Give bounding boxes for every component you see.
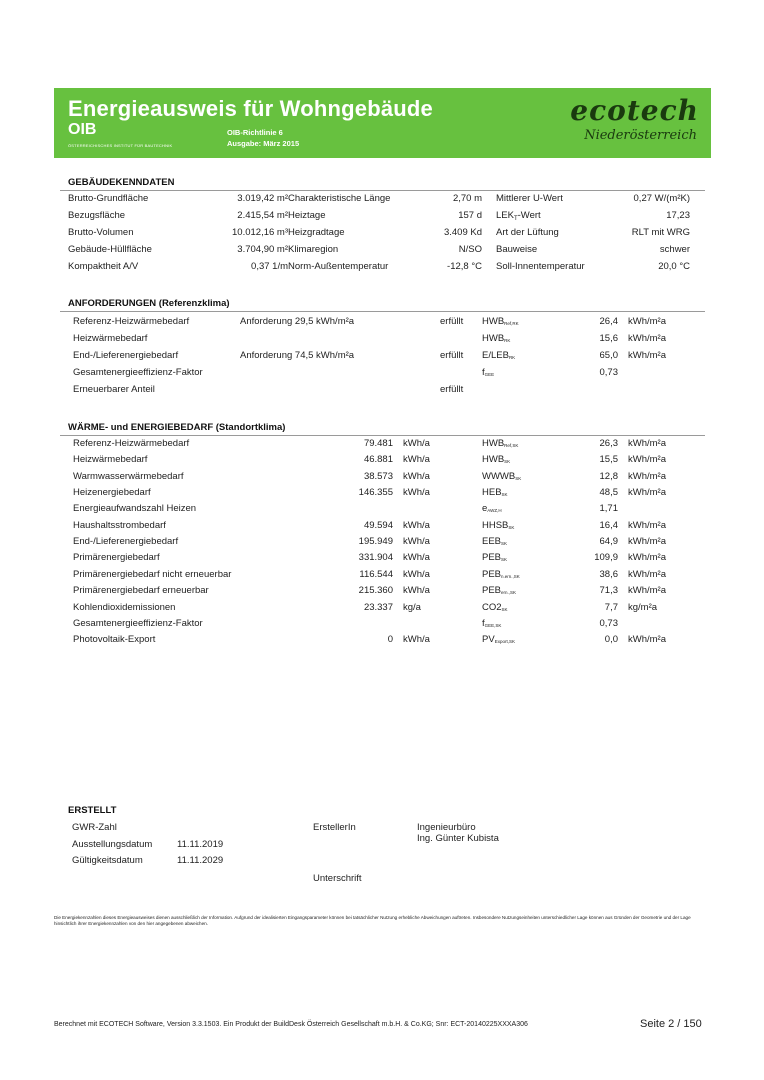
symbol-main: f bbox=[482, 617, 485, 629]
symbol-main: HWB bbox=[482, 438, 505, 449]
symbol-main: PEB bbox=[482, 552, 502, 564]
bedarf-label: Primärenergiebedarf bbox=[73, 552, 160, 564]
kenndaten-value: 10.012,16 m³ bbox=[232, 227, 288, 238]
bedarf-absolute: 146.355 bbox=[358, 487, 393, 499]
bedarf-row bbox=[73, 471, 698, 485]
bedarf-unit: kWh/m²a bbox=[628, 470, 666, 482]
bedarf-value: 7,7 bbox=[604, 601, 618, 613]
bedarf-value: 48,5 bbox=[599, 487, 618, 499]
bedarf-value: 12,8 bbox=[599, 470, 618, 482]
bedarf-absolute: 116.544 bbox=[359, 568, 393, 580]
bedarf-label: Warmwasserwärmebedarf bbox=[73, 470, 184, 482]
kenndaten-label: Charakteristische Länge bbox=[288, 193, 391, 204]
page-number: Seite 2 / 150 bbox=[640, 1018, 702, 1030]
symbol-subscript: SK bbox=[501, 557, 508, 563]
anforderung-symbol bbox=[482, 333, 510, 344]
divider bbox=[60, 190, 705, 191]
bedarf-symbol bbox=[482, 536, 507, 547]
symbol-subscript: SK bbox=[515, 475, 522, 481]
ersteller-label: ErstellerIn bbox=[313, 822, 356, 833]
bedarf-unit: kWh/m²a bbox=[628, 519, 666, 531]
bedarf-absolute: 215.360 bbox=[358, 585, 393, 597]
kenndaten-value: 2.415,54 m² bbox=[237, 210, 288, 221]
ausgabe-label: Ausgabe: März 2015 bbox=[227, 139, 300, 148]
bedarf-unit: kg/m²a bbox=[628, 601, 658, 613]
bedarf-symbol bbox=[482, 503, 502, 514]
section-title-anforderungen: ANFORDERUNGEN (Referenzklima) bbox=[68, 298, 230, 309]
bedarf-absolute-unit: kg/a bbox=[403, 601, 421, 613]
section-title-erstellt: ERSTELLT bbox=[68, 805, 117, 816]
bedarf-value: 64,9 bbox=[599, 536, 618, 548]
kenndaten-label: Heizgradtage bbox=[288, 227, 345, 238]
anforderung-row bbox=[73, 350, 698, 364]
bedarf-row bbox=[73, 536, 698, 550]
bedarf-unit: kWh/m²a bbox=[628, 568, 666, 580]
bedarf-label: Photovoltaik-Export bbox=[73, 634, 156, 646]
symbol-main: HEB bbox=[482, 487, 502, 499]
kenndaten-label: Kompaktheit A/V bbox=[68, 261, 139, 272]
kenndaten-value: 0,37 1/m bbox=[251, 261, 288, 272]
bedarf-row bbox=[73, 569, 698, 583]
symbol-main: EEB bbox=[482, 536, 502, 548]
bedarf-value: 71,3 bbox=[599, 585, 618, 597]
kenndaten-label: Brutto-Volumen bbox=[68, 227, 134, 238]
bedarf-unit: kWh/m²a bbox=[628, 454, 666, 466]
bedarf-absolute-unit: kWh/a bbox=[403, 585, 430, 597]
bedarf-absolute-unit: kWh/a bbox=[403, 519, 430, 531]
anforderung-unit: kWh/m²a bbox=[628, 333, 666, 344]
bedarf-absolute: 331.904 bbox=[358, 552, 393, 564]
anforderung-symbol bbox=[482, 316, 519, 327]
kenndaten-label: Art der Lüftung bbox=[496, 227, 559, 238]
bedarf-value: 38,6 bbox=[599, 568, 618, 580]
symbol-subscript: AWZ,H bbox=[487, 508, 502, 514]
symbol-subscript: Export,SK bbox=[494, 639, 515, 645]
kenndaten-value: RLT mit WRG bbox=[631, 227, 690, 238]
bedarf-symbol bbox=[482, 520, 514, 531]
bedarf-absolute-unit: kWh/a bbox=[403, 634, 430, 646]
bedarf-symbol bbox=[482, 634, 515, 645]
symbol-main: PV bbox=[482, 634, 495, 646]
anforderung-value: 15,6 bbox=[599, 333, 618, 344]
kenndaten-label: Mittlerer U-Wert bbox=[496, 193, 563, 204]
symbol-main: PEB bbox=[482, 585, 502, 597]
anforderung-status: erfüllt bbox=[440, 384, 464, 395]
bedarf-symbol bbox=[482, 487, 508, 498]
ausstellung-label: Ausstellungsdatum bbox=[72, 839, 153, 850]
bedarf-absolute: 38.573 bbox=[363, 470, 393, 482]
bedarf-absolute-unit: kWh/a bbox=[403, 536, 430, 548]
bedarf-absolute: 23.337 bbox=[363, 601, 393, 613]
bedarf-label: Energieaufwandszahl Heizen bbox=[73, 503, 197, 515]
anforderung-value: 65,0 bbox=[599, 350, 618, 361]
kenndaten-label: Norm-Außentemperatur bbox=[288, 261, 389, 272]
bedarf-absolute: 46.881 bbox=[363, 454, 393, 466]
kenndaten-label: Bauweise bbox=[496, 244, 538, 255]
symbol-main: HHSB bbox=[482, 519, 509, 531]
bedarf-absolute-unit: kWh/a bbox=[403, 454, 430, 466]
bedarf-absolute: 195.949 bbox=[358, 536, 393, 548]
kenndaten-label: Klimaregion bbox=[288, 244, 339, 255]
bedarf-value: 26,3 bbox=[599, 438, 618, 449]
symbol-main: PEB bbox=[482, 568, 502, 580]
symbol-subscript: RK bbox=[508, 355, 516, 360]
kenndaten-value: 0,27 W/(m²K) bbox=[633, 193, 690, 204]
kenndaten-label: Heiztage bbox=[288, 210, 326, 221]
symbol-subscript: Ref,SK bbox=[504, 443, 519, 448]
bedarf-label: Primärenergiebedarf nicht erneuerbar bbox=[73, 568, 232, 580]
symbol-subscript: GEE bbox=[484, 372, 495, 377]
kenndaten-row bbox=[68, 261, 693, 275]
symbol-subscript: ern.,SK bbox=[501, 590, 517, 596]
anforderung-unit: kWh/m²a bbox=[628, 350, 666, 361]
kenndaten-row bbox=[68, 193, 693, 207]
bedarf-label: Heizwärmebedarf bbox=[73, 454, 148, 466]
bedarf-absolute-unit: kWh/a bbox=[403, 470, 430, 482]
bedarf-absolute: 79.481 bbox=[363, 438, 393, 449]
gueltig-label: Gültigkeitsdatum bbox=[72, 855, 143, 866]
bedarf-label: End-/Lieferenergiebedarf bbox=[73, 536, 179, 548]
unterschrift-label: Unterschrift bbox=[313, 873, 362, 884]
section-title-bedarf: WÄRME- und ENERGIEBEDARF (Standortklima) bbox=[68, 422, 286, 433]
kenndaten-value: -12,8 °C bbox=[447, 261, 482, 272]
bedarf-label: Heizenergiebedarf bbox=[73, 487, 151, 499]
kenndaten-row bbox=[68, 227, 693, 241]
footer-software-note: Berechnet mit ECOTECH Software, Version 3.3.1503. Ein Produkt der BuildDesk Österreich Gesellschaft m.b.H. & Co.KG; Snr: ECT-20140225XXXA306 bbox=[54, 1021, 528, 1028]
anforderung-symbol bbox=[482, 367, 494, 378]
anforderung-status: erfüllt bbox=[440, 350, 464, 361]
anforderung-value: 0,73 bbox=[599, 367, 618, 378]
bedarf-row bbox=[73, 634, 698, 648]
logo-region: Niederösterreich bbox=[584, 128, 697, 143]
bedarf-unit: kWh/m²a bbox=[628, 552, 666, 564]
divider bbox=[60, 311, 705, 312]
kenndaten-value: 20,0 °C bbox=[658, 261, 690, 272]
richtlinie-label: OIB-Richtlinie 6 bbox=[227, 128, 283, 137]
symbol-main: HWB bbox=[482, 454, 505, 466]
symbol-main: f bbox=[482, 367, 485, 378]
bedarf-label: Gesamtenergieeffizienz-Faktor bbox=[73, 617, 203, 629]
bedarf-unit: kWh/m²a bbox=[628, 536, 666, 548]
bedarf-unit: kWh/m²a bbox=[628, 438, 666, 449]
bedarf-row bbox=[73, 602, 698, 616]
oib-label: OIB bbox=[68, 121, 97, 138]
anforderung-symbol bbox=[482, 350, 515, 361]
symbol-subscript: SK bbox=[501, 492, 508, 498]
anforderung-requirement: Anforderung 74,5 kWh/m²a bbox=[240, 350, 355, 361]
kenndaten-label: Bezugsfläche bbox=[68, 210, 126, 221]
anforderung-label: End-/Lieferenergiebedarf bbox=[73, 350, 179, 361]
gueltig-value: 11.11.2029 bbox=[177, 855, 224, 866]
bedarf-value: 15,5 bbox=[599, 454, 618, 466]
ersteller-name-line1: Ingenieurbüro bbox=[417, 822, 476, 833]
kenndaten-label: $LEK_T$-Wert bbox=[496, 210, 541, 222]
bedarf-unit: kWh/m²a bbox=[628, 634, 666, 646]
bedarf-symbol bbox=[482, 438, 518, 449]
kenndaten-label: Soll-Innentemperatur bbox=[496, 261, 585, 272]
bedarf-label: Referenz-Heizwärmebedarf bbox=[73, 438, 190, 449]
header-banner bbox=[54, 88, 711, 158]
divider bbox=[60, 435, 705, 436]
kenndaten-value: 3.019,42 m² bbox=[237, 193, 288, 204]
anforderung-row bbox=[73, 316, 698, 330]
bedarf-symbol bbox=[482, 618, 501, 629]
symbol-subscript: RK bbox=[504, 338, 511, 343]
bedarf-row bbox=[73, 487, 698, 501]
bedarf-row bbox=[73, 552, 698, 566]
kenndaten-value: 17,23 bbox=[666, 210, 690, 221]
bedarf-value: 0,73 bbox=[599, 617, 618, 629]
kenndaten-value: 2,70 m bbox=[452, 193, 482, 204]
kenndaten-label: Gebäude-Hüllfläche bbox=[68, 244, 152, 255]
kenndaten-value: N/SO bbox=[458, 244, 482, 255]
ausstellung-value: 11.11.2019 bbox=[177, 839, 224, 850]
logo-brand: ecotech bbox=[570, 94, 699, 127]
anforderung-status: erfüllt bbox=[440, 316, 464, 327]
bedarf-absolute-unit: kWh/a bbox=[403, 568, 430, 580]
bedarf-symbol bbox=[482, 454, 510, 465]
kenndaten-value: 3.704,90 m² bbox=[237, 244, 288, 255]
kenndaten-label: Brutto-Grundfläche bbox=[68, 193, 149, 204]
anforderung-value: 26,4 bbox=[599, 316, 618, 327]
ecotech-logo bbox=[559, 94, 699, 152]
anforderung-label: Gesamtenergieeffizienz-Faktor bbox=[73, 367, 203, 378]
bedarf-value: 109,9 bbox=[594, 552, 618, 564]
bedarf-absolute-unit: kWh/a bbox=[403, 552, 430, 564]
bedarf-symbol bbox=[482, 602, 508, 613]
anforderung-row bbox=[73, 333, 698, 347]
symbol-main: e bbox=[482, 503, 488, 515]
bedarf-row bbox=[73, 618, 698, 632]
bedarf-symbol bbox=[482, 471, 521, 482]
bedarf-label: Primärenergiebedarf erneuerbar bbox=[73, 585, 209, 597]
bedarf-value: 1,71 bbox=[599, 503, 618, 515]
bedarf-value: 16,4 bbox=[599, 519, 618, 531]
ersteller-name-line2: Ing. Günter Kubista bbox=[417, 833, 499, 844]
bedarf-absolute-unit: kWh/a bbox=[403, 438, 430, 449]
kenndaten-value: 3.409 Kd bbox=[443, 227, 482, 238]
symbol-subscript: n.ern.,SK bbox=[501, 573, 520, 579]
section-title-kenndaten: GEBÄUDEKENNDATEN bbox=[68, 177, 175, 188]
symbol-subscript: SK bbox=[504, 459, 511, 465]
bedarf-label: Haushaltsstrombedarf bbox=[73, 519, 166, 531]
bedarf-row bbox=[73, 454, 698, 468]
bedarf-row bbox=[73, 438, 698, 452]
bedarf-row bbox=[73, 520, 698, 534]
bedarf-unit: kWh/m²a bbox=[628, 585, 666, 597]
bedarf-row bbox=[73, 585, 698, 599]
anforderung-label: Erneuerbarer Anteil bbox=[73, 384, 155, 395]
bedarf-absolute: 0 bbox=[387, 634, 393, 646]
symbol-main: E/LEB bbox=[482, 350, 509, 361]
bedarf-label: Kohlendioxidemissionen bbox=[73, 601, 176, 613]
kenndaten-value: 157 d bbox=[458, 210, 482, 221]
bedarf-symbol bbox=[482, 585, 516, 596]
symbol-subscript: Ref,RK bbox=[504, 321, 519, 326]
gwr-label: GWR-Zahl bbox=[72, 822, 117, 833]
symbol-main: WWWB bbox=[482, 470, 516, 482]
bedarf-unit: kWh/m²a bbox=[628, 487, 666, 499]
bedarf-absolute: 49.594 bbox=[363, 519, 393, 531]
document-title: Energieausweis für Wohngebäude bbox=[68, 96, 433, 121]
symbol-main: HWB bbox=[482, 333, 505, 344]
symbol-subscript: SK bbox=[501, 541, 508, 547]
kenndaten-row bbox=[68, 210, 693, 224]
bedarf-symbol bbox=[482, 552, 507, 563]
anforderung-label: Referenz-Heizwärmebedarf bbox=[73, 316, 190, 327]
anforderung-row bbox=[73, 367, 698, 381]
oib-subtitle: ÖSTERREICHISCHES INSTITUT FÜR BAUTECHNIK bbox=[68, 143, 173, 148]
symbol-main: HWB bbox=[482, 316, 505, 327]
anforderung-requirement: Anforderung 29,5 kWh/m²a bbox=[240, 316, 355, 327]
anforderung-label: Heizwärmebedarf bbox=[73, 333, 148, 344]
bedarf-symbol bbox=[482, 569, 520, 580]
bedarf-value: 0,0 bbox=[604, 634, 618, 646]
bedarf-row bbox=[73, 503, 698, 517]
anforderung-unit: kWh/m²a bbox=[628, 316, 666, 327]
kenndaten-value: schwer bbox=[659, 244, 690, 255]
symbol-main: CO2 bbox=[482, 601, 502, 613]
anforderung-row bbox=[73, 384, 698, 398]
disclaimer-footnote: Die Energiekennzahlen dieses Energieausweises dienen ausschließlich der Information. Aufgrund der idealisierten Eingangsparameter können bei tatsächlicher Nutzung erhebliche Abweichungen auftreten. Insbesondere Nutzungseinheiten unterschiedlicher Lage können aus Gründen der Geometrie und der Lage hinsichtlich ihrer Energiekennzahlen von den hier angegebenen abweichen. bbox=[54, 915, 691, 926]
symbol-subscript: SK bbox=[508, 524, 515, 530]
symbol-subscript: GEE,SK bbox=[484, 622, 502, 628]
symbol-subscript: SK bbox=[501, 606, 508, 612]
kenndaten-row bbox=[68, 244, 693, 258]
bedarf-absolute-unit: kWh/a bbox=[403, 487, 430, 499]
